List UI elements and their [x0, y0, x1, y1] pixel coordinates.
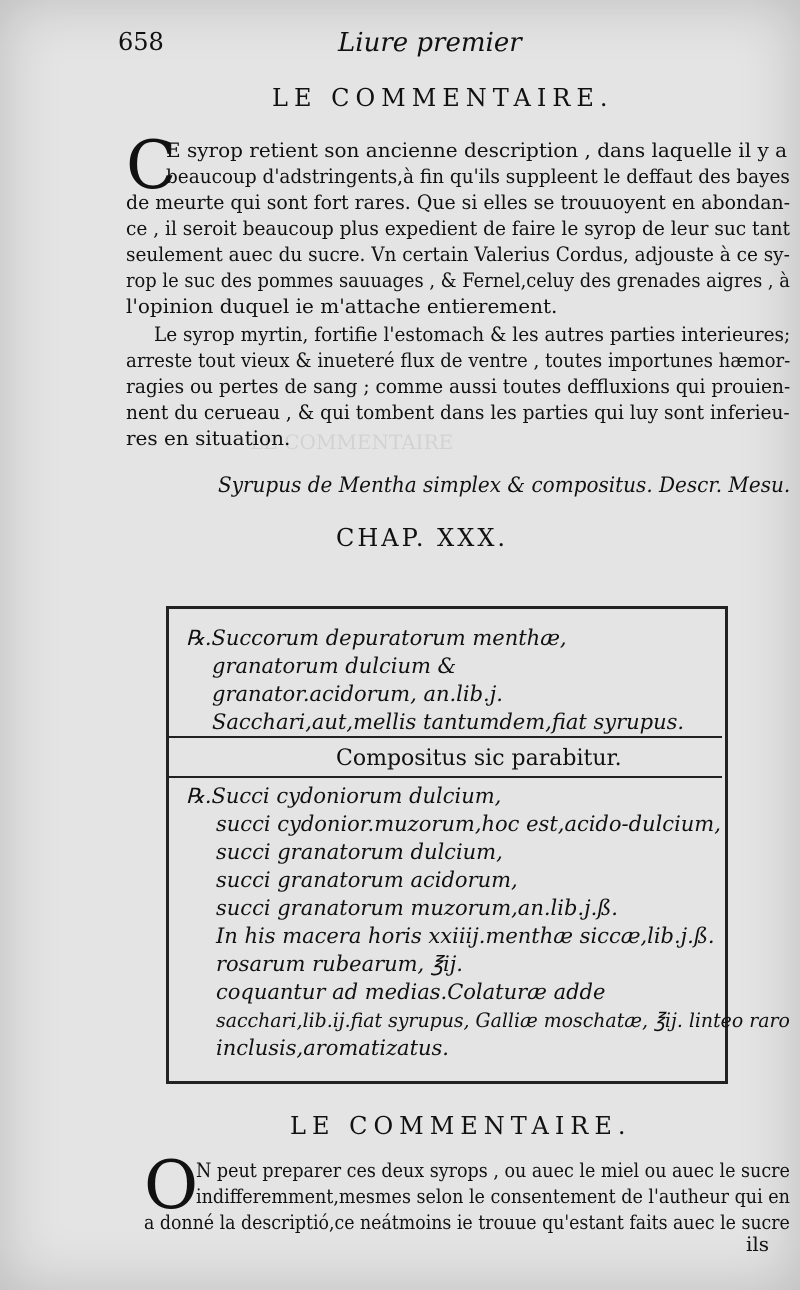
- text-line: beaucoup d'adstringents,à fin qu'ils suppleent le deffaut des bayes: [166, 164, 790, 188]
- text-line: l'opinion duquel ie m'attache entierement.: [126, 294, 558, 318]
- recipe-line: Sacchari,aut,mellis tantumdem,fiat syrupus.: [212, 710, 685, 734]
- recipe-title: Syrupus de Mentha simplex & compositus. Descr. Mesu.: [218, 473, 791, 497]
- text-line: res en situation.: [126, 426, 291, 450]
- text-line: rop le suc des pommes sauuages , & Fernel,celuy des grenades aigres , à: [126, 268, 790, 292]
- text-line: arreste tout vieux & inueteré flux de ventre , toutes importunes hæmor-: [126, 348, 791, 372]
- chapter-heading: CHAP. XXX.: [336, 524, 509, 552]
- text-line: a donné la descriptió,ce neátmoins ie trouue qu'estant faits auec le sucre: [144, 1210, 790, 1234]
- commentary-heading: LE COMMENTAIRE.: [272, 84, 614, 112]
- commentary-heading: LE COMMENTAIRE.: [290, 1112, 632, 1140]
- recipe-line: coquantur ad medias.Colaturæ adde: [216, 980, 606, 1004]
- recipe-line: inclusis,aromatizatus.: [216, 1036, 449, 1060]
- running-head: Liure premier: [338, 28, 522, 58]
- catchword: ils: [746, 1232, 770, 1256]
- text-line: nent du cerueau , & qui tombent dans les parties qui luy sont inferieu-: [126, 400, 790, 424]
- drop-cap: C: [126, 127, 177, 204]
- recipe-line: granatorum dulcium &: [212, 654, 457, 678]
- drop-cap: O: [144, 1147, 199, 1224]
- text-line: de meurte qui sont fort rares. Que si elles se trouuoyent en abondan-: [126, 190, 791, 214]
- recipe-line: rosarum rubearum, ℥ij.: [216, 952, 463, 976]
- compositus-heading: Compositus sic parabitur.: [336, 746, 622, 771]
- text-line: N peut preparer ces deux syrops , ou auec le miel ou auec le sucre: [196, 1158, 790, 1182]
- bleed-through-text: LE COMMENTAIRE: [250, 430, 454, 454]
- recipe-line: succi granatorum acidorum,: [216, 868, 518, 892]
- text-line: ce , il seroit beaucoup plus expedient de faire le syrop de leur suc tant: [126, 216, 790, 240]
- recipe-line: succi granatorum muzorum,an.lib.j.ß.: [216, 896, 618, 920]
- recipe-line: ℞.Succi cydoniorum dulcium,: [186, 784, 502, 808]
- box-divider: [166, 736, 722, 738]
- box-divider: [166, 776, 722, 778]
- page-number: 658: [118, 28, 164, 56]
- text-line: seulement auec du sucre. Vn certain Valerius Cordus, adjouste à ce sy-: [126, 242, 790, 266]
- text-line: E syrop retient son ancienne description , dans laquelle il y a: [166, 138, 788, 162]
- recipe-line: succi granatorum dulcium,: [216, 840, 503, 864]
- text-line: ragies ou pertes de sang ; comme aussi toutes deffluxions qui prouien-: [126, 374, 791, 398]
- recipe-line: granator.acidorum, an.lib.j.: [212, 682, 503, 706]
- recipe-line: ℞.Succorum depuratorum menthæ,: [186, 626, 567, 650]
- text-line: indifferemment,mesmes selon le consentement de l'autheur qui en: [196, 1184, 790, 1208]
- recipe-line: succi cydonior.muzorum,hoc est,acido-dulcium,: [216, 812, 721, 836]
- recipe-line: sacchari,lib.ij.fiat syrupus, Galliæ moschatæ, ℥ij. linteo raro: [216, 1008, 790, 1032]
- text-line: Le syrop myrtin, fortifie l'estomach & les autres parties interieures;: [154, 322, 791, 346]
- recipe-line: In his macera horis xxiiij.menthæ siccæ,lib.j.ß.: [216, 924, 715, 948]
